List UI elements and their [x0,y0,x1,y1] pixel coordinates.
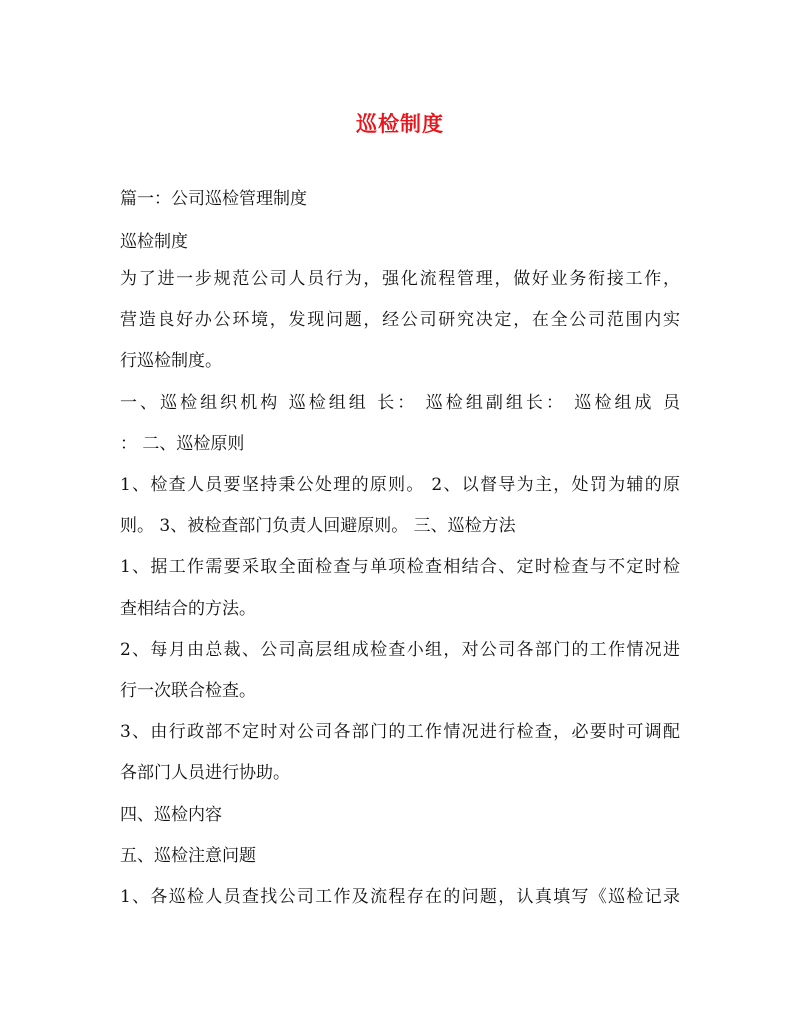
text-line: 四、巡检内容 [120,805,222,825]
text-line-section-heading: 篇一：公司巡检管理制度 [120,189,307,209]
text-line: 1、各巡检人员查找公司工作及流程存在的问题，认真填写《巡检记录 [120,887,680,907]
text-line: 查相结合的方法。 [120,599,256,619]
text-line: 则。 3、被检查部门负责人回避原则。 三、巡检方法 [120,516,516,536]
text-line-subtitle: 巡检制度 [120,232,188,252]
text-line: 一、巡检组织机构 巡检组组 长： 巡检组副组长： 巡检组成 员 [120,393,680,413]
text-line: 为了进一步规范公司人员行为，强化流程管理，做好业务衔接工作， [120,269,680,289]
document-title: 巡检制度 [356,111,444,136]
text-line: 3、由行政部不定时对公司各部门的工作情况进行检查，必要时可调配 [120,722,680,742]
text-line: 行一次联合检查。 [120,681,256,701]
text-line: 1、据工作需要采取全面检查与单项检查相结合、定时检查与不定时检 [120,557,680,577]
text-line: 各部门人员进行协助。 [120,763,290,783]
text-line: 2、每月由总裁、公司高层组成检查小组，对公司各部门的工作情况进 [120,640,680,660]
text-line: ： 二、巡检原则 [120,434,245,454]
text-line: 行巡检制度。 [120,351,222,371]
text-line: 营造良好办公环境，发现问题，经公司研究决定，在全公司范围内实 [120,310,680,330]
text-line: 五、巡检注意问题 [120,846,256,866]
text-line: 1、检查人员要坚持秉公处理的原则。 2、以督导为主，处罚为辅的原 [120,475,680,495]
